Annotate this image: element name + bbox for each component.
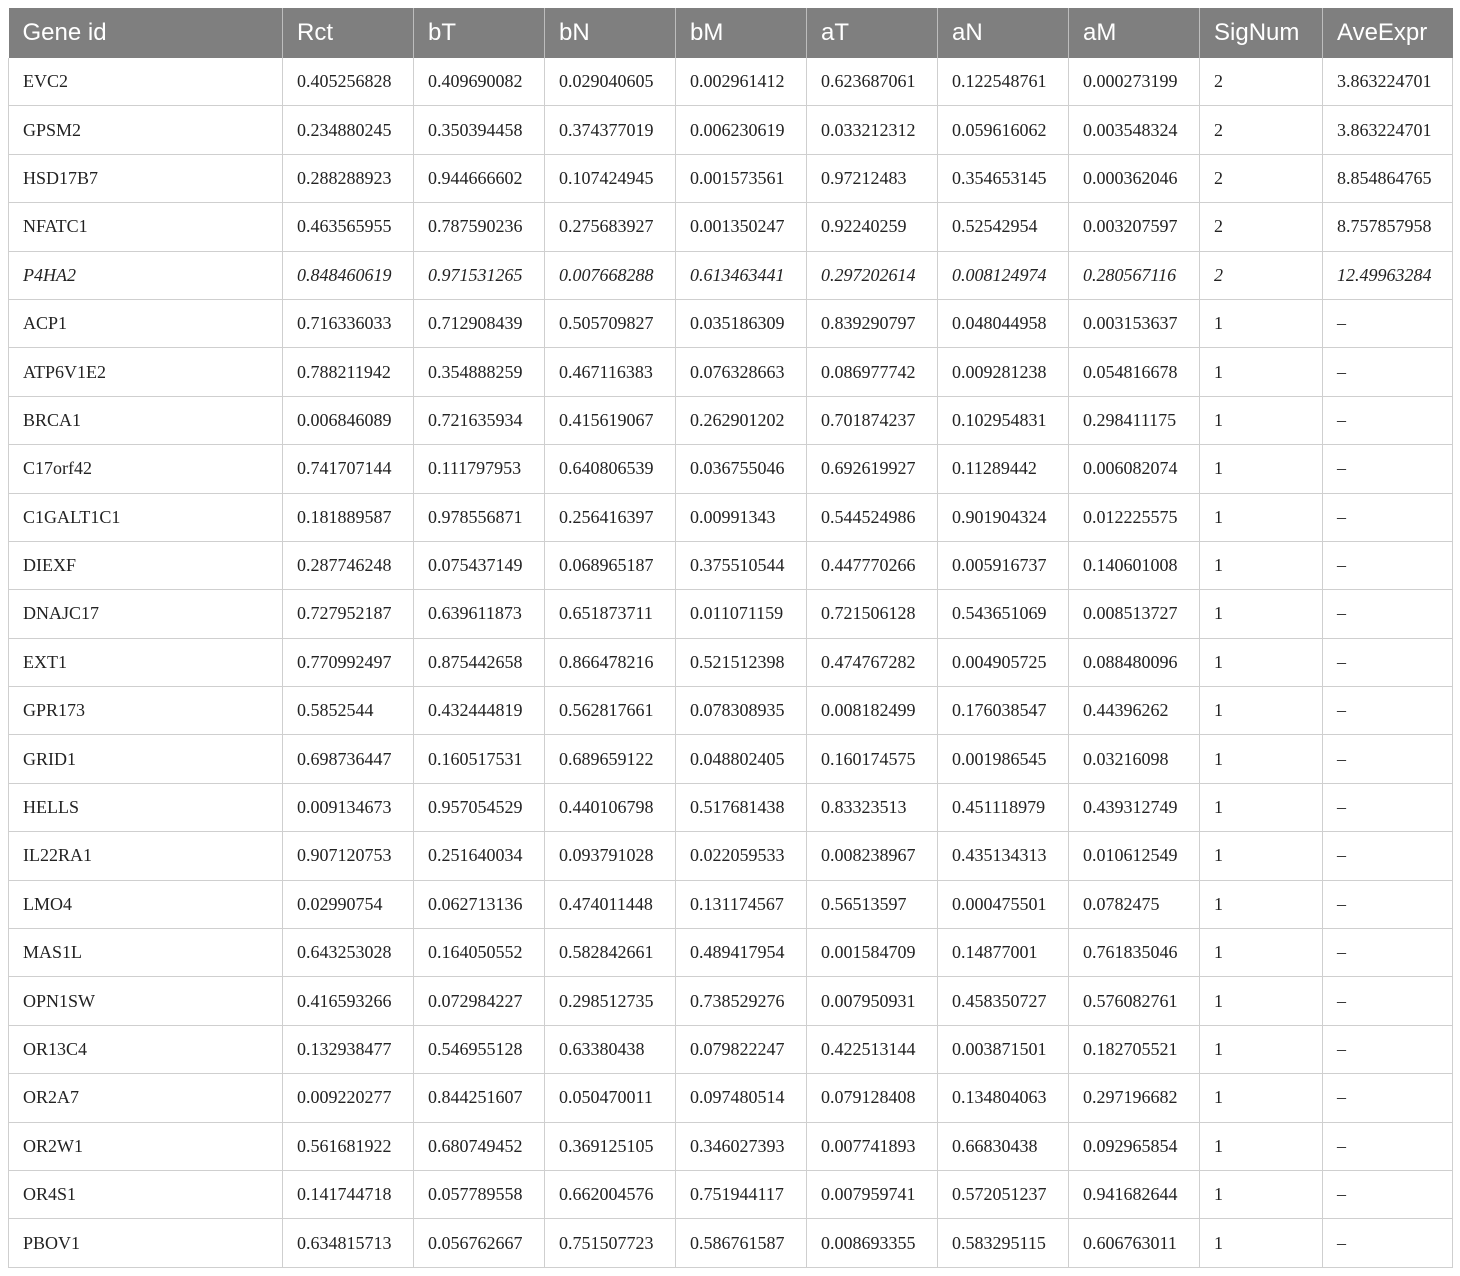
cell-an: 0.66830438 [938, 1122, 1069, 1170]
table-row [9, 1074, 1453, 1122]
cell-am: 0.008513727 [1069, 590, 1200, 638]
cell-rct: 0.006846089 [283, 396, 414, 444]
cell-signum: 1 [1200, 1025, 1323, 1073]
cell-at: 0.422513144 [807, 1025, 938, 1073]
cell-bn: 0.751507723 [545, 1219, 676, 1267]
cell-signum: 1 [1200, 299, 1323, 347]
cell-bt: 0.251640034 [414, 832, 545, 880]
cell-bm: 0.076328663 [676, 348, 807, 396]
cell-aveexpr: – [1323, 783, 1453, 831]
cell-bt: 0.062713136 [414, 880, 545, 928]
cell-bt: 0.721635934 [414, 396, 545, 444]
cell-am: 0.280567116 [1069, 251, 1200, 299]
table-row [9, 977, 1453, 1025]
cell-at: 0.701874237 [807, 396, 938, 444]
cell-am: 0.44396262 [1069, 687, 1200, 735]
cell-gene-id: ACP1 [9, 299, 283, 347]
cell-rct: 0.741707144 [283, 445, 414, 493]
cell-at: 0.033212312 [807, 106, 938, 154]
cell-bt: 0.639611873 [414, 590, 545, 638]
cell-rct: 0.009220277 [283, 1074, 414, 1122]
cell-rct: 0.288288923 [283, 154, 414, 202]
table-row [9, 735, 1453, 783]
cell-rct: 0.561681922 [283, 1122, 414, 1170]
table-row [9, 251, 1453, 299]
cell-bn: 0.107424945 [545, 154, 676, 202]
cell-aveexpr: – [1323, 299, 1453, 347]
cell-bn: 0.866478216 [545, 638, 676, 686]
cell-bt: 0.957054529 [414, 783, 545, 831]
cell-am: 0.439312749 [1069, 783, 1200, 831]
cell-gene-id: GPR173 [9, 687, 283, 735]
cell-aveexpr: – [1323, 1122, 1453, 1170]
header-am: aM [1069, 8, 1200, 58]
cell-signum: 1 [1200, 1122, 1323, 1170]
cell-bm: 0.022059533 [676, 832, 807, 880]
cell-bt: 0.546955128 [414, 1025, 545, 1073]
cell-gene-id: EVC2 [9, 58, 283, 106]
cell-bm: 0.489417954 [676, 929, 807, 977]
cell-bn: 0.640806539 [545, 445, 676, 493]
cell-rct: 0.181889587 [283, 493, 414, 541]
cell-aveexpr: – [1323, 1170, 1453, 1218]
cell-at: 0.97212483 [807, 154, 938, 202]
cell-am: 0.092965854 [1069, 1122, 1200, 1170]
cell-bm: 0.006230619 [676, 106, 807, 154]
table-row [9, 493, 1453, 541]
cell-gene-id: ATP6V1E2 [9, 348, 283, 396]
cell-am: 0.000362046 [1069, 154, 1200, 202]
cell-an: 0.458350727 [938, 977, 1069, 1025]
cell-am: 0.003207597 [1069, 203, 1200, 251]
table-row [9, 1122, 1453, 1170]
cell-rct: 0.405256828 [283, 58, 414, 106]
cell-am: 0.298411175 [1069, 396, 1200, 444]
cell-rct: 0.5852544 [283, 687, 414, 735]
cell-bn: 0.369125105 [545, 1122, 676, 1170]
cell-at: 0.007959741 [807, 1170, 938, 1218]
cell-rct: 0.848460619 [283, 251, 414, 299]
cell-bm: 0.262901202 [676, 396, 807, 444]
cell-aveexpr: 12.49963284 [1323, 251, 1453, 299]
cell-am: 0.140601008 [1069, 541, 1200, 589]
cell-bm: 0.035186309 [676, 299, 807, 347]
cell-aveexpr: 8.854864765 [1323, 154, 1453, 202]
cell-am: 0.0782475 [1069, 880, 1200, 928]
cell-signum: 1 [1200, 735, 1323, 783]
table-header-row [9, 8, 1453, 58]
table-row [9, 687, 1453, 735]
cell-gene-id: GPSM2 [9, 106, 283, 154]
cell-at: 0.447770266 [807, 541, 938, 589]
cell-at: 0.160174575 [807, 735, 938, 783]
cell-an: 0.435134313 [938, 832, 1069, 880]
cell-gene-id: OPN1SW [9, 977, 283, 1025]
cell-at: 0.92240259 [807, 203, 938, 251]
cell-bt: 0.075437149 [414, 541, 545, 589]
table-row [9, 396, 1453, 444]
cell-bm: 0.002961412 [676, 58, 807, 106]
cell-bn: 0.467116383 [545, 348, 676, 396]
cell-rct: 0.132938477 [283, 1025, 414, 1073]
cell-bt: 0.056762667 [414, 1219, 545, 1267]
cell-at: 0.297202614 [807, 251, 938, 299]
cell-bn: 0.689659122 [545, 735, 676, 783]
cell-bt: 0.787590236 [414, 203, 545, 251]
cell-at: 0.474767282 [807, 638, 938, 686]
table-row [9, 880, 1453, 928]
cell-bt: 0.057789558 [414, 1170, 545, 1218]
cell-signum: 2 [1200, 251, 1323, 299]
cell-at: 0.007741893 [807, 1122, 938, 1170]
cell-rct: 0.698736447 [283, 735, 414, 783]
cell-an: 0.14877001 [938, 929, 1069, 977]
cell-signum: 1 [1200, 1074, 1323, 1122]
cell-bm: 0.097480514 [676, 1074, 807, 1122]
cell-at: 0.839290797 [807, 299, 938, 347]
cell-bm: 0.048802405 [676, 735, 807, 783]
cell-an: 0.048044958 [938, 299, 1069, 347]
cell-rct: 0.416593266 [283, 977, 414, 1025]
cell-bm: 0.751944117 [676, 1170, 807, 1218]
cell-rct: 0.02990754 [283, 880, 414, 928]
table-row [9, 1025, 1453, 1073]
cell-signum: 1 [1200, 929, 1323, 977]
cell-am: 0.182705521 [1069, 1025, 1200, 1073]
cell-rct: 0.788211942 [283, 348, 414, 396]
cell-aveexpr: – [1323, 638, 1453, 686]
cell-rct: 0.009134673 [283, 783, 414, 831]
cell-am: 0.941682644 [1069, 1170, 1200, 1218]
cell-rct: 0.287746248 [283, 541, 414, 589]
cell-bm: 0.001573561 [676, 154, 807, 202]
cell-an: 0.451118979 [938, 783, 1069, 831]
cell-am: 0.012225575 [1069, 493, 1200, 541]
cell-at: 0.623687061 [807, 58, 938, 106]
cell-at: 0.008238967 [807, 832, 938, 880]
cell-aveexpr: – [1323, 929, 1453, 977]
cell-bn: 0.068965187 [545, 541, 676, 589]
cell-bt: 0.354888259 [414, 348, 545, 396]
cell-an: 0.001986545 [938, 735, 1069, 783]
cell-aveexpr: – [1323, 445, 1453, 493]
cell-signum: 1 [1200, 396, 1323, 444]
cell-gene-id: DIEXF [9, 541, 283, 589]
table-row [9, 106, 1453, 154]
cell-bn: 0.298512735 [545, 977, 676, 1025]
cell-bt: 0.111797953 [414, 445, 545, 493]
cell-aveexpr: – [1323, 1219, 1453, 1267]
cell-signum: 1 [1200, 493, 1323, 541]
cell-bn: 0.374377019 [545, 106, 676, 154]
table-row [9, 638, 1453, 686]
cell-bn: 0.415619067 [545, 396, 676, 444]
table-row [9, 832, 1453, 880]
header-bn: bN [545, 8, 676, 58]
cell-am: 0.000273199 [1069, 58, 1200, 106]
cell-bt: 0.971531265 [414, 251, 545, 299]
header-an: aN [938, 8, 1069, 58]
cell-bn: 0.474011448 [545, 880, 676, 928]
cell-at: 0.83323513 [807, 783, 938, 831]
cell-at: 0.56513597 [807, 880, 938, 928]
cell-am: 0.606763011 [1069, 1219, 1200, 1267]
cell-aveexpr: – [1323, 348, 1453, 396]
cell-gene-id: C1GALT1C1 [9, 493, 283, 541]
cell-gene-id: C17orf42 [9, 445, 283, 493]
cell-aveexpr: – [1323, 880, 1453, 928]
cell-bn: 0.007668288 [545, 251, 676, 299]
cell-aveexpr: – [1323, 396, 1453, 444]
cell-signum: 1 [1200, 590, 1323, 638]
cell-am: 0.088480096 [1069, 638, 1200, 686]
cell-aveexpr: – [1323, 590, 1453, 638]
cell-bm: 0.036755046 [676, 445, 807, 493]
table-row [9, 445, 1453, 493]
cell-an: 0.009281238 [938, 348, 1069, 396]
cell-bt: 0.680749452 [414, 1122, 545, 1170]
cell-aveexpr: 8.757857958 [1323, 203, 1453, 251]
cell-gene-id: OR4S1 [9, 1170, 283, 1218]
cell-gene-id: MAS1L [9, 929, 283, 977]
cell-an: 0.005916737 [938, 541, 1069, 589]
cell-signum: 1 [1200, 1170, 1323, 1218]
cell-bn: 0.582842661 [545, 929, 676, 977]
cell-bt: 0.160517531 [414, 735, 545, 783]
cell-signum: 2 [1200, 154, 1323, 202]
table-row [9, 783, 1453, 831]
cell-at: 0.008182499 [807, 687, 938, 735]
cell-an: 0.901904324 [938, 493, 1069, 541]
table-row [9, 929, 1453, 977]
cell-rct: 0.716336033 [283, 299, 414, 347]
cell-bn: 0.562817661 [545, 687, 676, 735]
cell-bm: 0.079822247 [676, 1025, 807, 1073]
cell-am: 0.054816678 [1069, 348, 1200, 396]
cell-signum: 1 [1200, 541, 1323, 589]
cell-bt: 0.432444819 [414, 687, 545, 735]
cell-at: 0.007950931 [807, 977, 938, 1025]
cell-bn: 0.275683927 [545, 203, 676, 251]
cell-bn: 0.651873711 [545, 590, 676, 638]
cell-bn: 0.029040605 [545, 58, 676, 106]
cell-bm: 0.078308935 [676, 687, 807, 735]
cell-bt: 0.350394458 [414, 106, 545, 154]
cell-am: 0.010612549 [1069, 832, 1200, 880]
cell-gene-id: BRCA1 [9, 396, 283, 444]
table-row [9, 541, 1453, 589]
cell-signum: 1 [1200, 832, 1323, 880]
cell-bt: 0.409690082 [414, 58, 545, 106]
cell-gene-id: P4HA2 [9, 251, 283, 299]
cell-signum: 1 [1200, 445, 1323, 493]
header-bt: bT [414, 8, 545, 58]
cell-an: 0.543651069 [938, 590, 1069, 638]
cell-am: 0.003153637 [1069, 299, 1200, 347]
cell-an: 0.134804063 [938, 1074, 1069, 1122]
header-rct: Rct [283, 8, 414, 58]
cell-gene-id: GRID1 [9, 735, 283, 783]
cell-aveexpr: – [1323, 493, 1453, 541]
cell-gene-id: IL22RA1 [9, 832, 283, 880]
cell-rct: 0.234880245 [283, 106, 414, 154]
cell-signum: 2 [1200, 106, 1323, 154]
cell-gene-id: DNAJC17 [9, 590, 283, 638]
cell-at: 0.001584709 [807, 929, 938, 977]
cell-bt: 0.164050552 [414, 929, 545, 977]
cell-bm: 0.586761587 [676, 1219, 807, 1267]
cell-bn: 0.505709827 [545, 299, 676, 347]
cell-bm: 0.521512398 [676, 638, 807, 686]
cell-rct: 0.770992497 [283, 638, 414, 686]
cell-rct: 0.463565955 [283, 203, 414, 251]
cell-bm: 0.131174567 [676, 880, 807, 928]
cell-bt: 0.944666602 [414, 154, 545, 202]
cell-at: 0.721506128 [807, 590, 938, 638]
cell-am: 0.761835046 [1069, 929, 1200, 977]
cell-at: 0.079128408 [807, 1074, 938, 1122]
cell-bn: 0.050470011 [545, 1074, 676, 1122]
cell-gene-id: EXT1 [9, 638, 283, 686]
cell-at: 0.692619927 [807, 445, 938, 493]
cell-signum: 2 [1200, 58, 1323, 106]
cell-aveexpr: – [1323, 687, 1453, 735]
cell-bt: 0.072984227 [414, 977, 545, 1025]
cell-signum: 2 [1200, 203, 1323, 251]
cell-signum: 1 [1200, 1219, 1323, 1267]
cell-rct: 0.727952187 [283, 590, 414, 638]
cell-bm: 0.00991343 [676, 493, 807, 541]
cell-bn: 0.093791028 [545, 832, 676, 880]
table-body [9, 58, 1453, 1267]
cell-an: 0.004905725 [938, 638, 1069, 686]
cell-am: 0.03216098 [1069, 735, 1200, 783]
table-row [9, 299, 1453, 347]
cell-bn: 0.662004576 [545, 1170, 676, 1218]
table-row [9, 58, 1453, 106]
cell-bm: 0.001350247 [676, 203, 807, 251]
cell-gene-id: PBOV1 [9, 1219, 283, 1267]
cell-aveexpr: – [1323, 977, 1453, 1025]
cell-aveexpr: – [1323, 1025, 1453, 1073]
cell-bt: 0.844251607 [414, 1074, 545, 1122]
cell-bn: 0.63380438 [545, 1025, 676, 1073]
cell-am: 0.297196682 [1069, 1074, 1200, 1122]
cell-rct: 0.141744718 [283, 1170, 414, 1218]
cell-an: 0.583295115 [938, 1219, 1069, 1267]
cell-am: 0.006082074 [1069, 445, 1200, 493]
cell-rct: 0.643253028 [283, 929, 414, 977]
header-at: aT [807, 8, 938, 58]
cell-at: 0.544524986 [807, 493, 938, 541]
cell-an: 0.52542954 [938, 203, 1069, 251]
cell-bt: 0.875442658 [414, 638, 545, 686]
cell-bn: 0.440106798 [545, 783, 676, 831]
cell-bm: 0.346027393 [676, 1122, 807, 1170]
table-row [9, 1170, 1453, 1218]
cell-bt: 0.978556871 [414, 493, 545, 541]
cell-an: 0.354653145 [938, 154, 1069, 202]
cell-rct: 0.634815713 [283, 1219, 414, 1267]
cell-am: 0.576082761 [1069, 977, 1200, 1025]
cell-gene-id: OR13C4 [9, 1025, 283, 1073]
cell-bm: 0.738529276 [676, 977, 807, 1025]
header-gene-id: Gene id [9, 8, 283, 58]
table-row [9, 1219, 1453, 1267]
cell-gene-id: HSD17B7 [9, 154, 283, 202]
cell-aveexpr: – [1323, 832, 1453, 880]
cell-aveexpr: – [1323, 735, 1453, 783]
cell-signum: 1 [1200, 880, 1323, 928]
cell-bm: 0.613463441 [676, 251, 807, 299]
cell-bm: 0.375510544 [676, 541, 807, 589]
cell-an: 0.176038547 [938, 687, 1069, 735]
cell-gene-id: OR2W1 [9, 1122, 283, 1170]
table-row [9, 348, 1453, 396]
cell-bt: 0.712908439 [414, 299, 545, 347]
cell-signum: 1 [1200, 687, 1323, 735]
table-row [9, 590, 1453, 638]
header-aveexpr: AveExpr [1323, 8, 1453, 58]
cell-an: 0.003871501 [938, 1025, 1069, 1073]
cell-an: 0.008124974 [938, 251, 1069, 299]
cell-an: 0.572051237 [938, 1170, 1069, 1218]
cell-signum: 1 [1200, 348, 1323, 396]
cell-bn: 0.256416397 [545, 493, 676, 541]
cell-gene-id: LMO4 [9, 880, 283, 928]
cell-at: 0.086977742 [807, 348, 938, 396]
cell-signum: 1 [1200, 638, 1323, 686]
table-row [9, 154, 1453, 202]
header-bm: bM [676, 8, 807, 58]
cell-gene-id: HELLS [9, 783, 283, 831]
cell-signum: 1 [1200, 977, 1323, 1025]
cell-at: 0.008693355 [807, 1219, 938, 1267]
cell-an: 0.11289442 [938, 445, 1069, 493]
cell-an: 0.102954831 [938, 396, 1069, 444]
cell-an: 0.122548761 [938, 58, 1069, 106]
cell-an: 0.000475501 [938, 880, 1069, 928]
cell-signum: 1 [1200, 783, 1323, 831]
cell-aveexpr: 3.863224701 [1323, 58, 1453, 106]
cell-gene-id: OR2A7 [9, 1074, 283, 1122]
cell-aveexpr: 3.863224701 [1323, 106, 1453, 154]
cell-bm: 0.517681438 [676, 783, 807, 831]
cell-aveexpr: – [1323, 541, 1453, 589]
table-row [9, 203, 1453, 251]
cell-bm: 0.011071159 [676, 590, 807, 638]
cell-aveexpr: – [1323, 1074, 1453, 1122]
cell-gene-id: NFATC1 [9, 203, 283, 251]
header-signum: SigNum [1200, 8, 1323, 58]
cell-am: 0.003548324 [1069, 106, 1200, 154]
cell-rct: 0.907120753 [283, 832, 414, 880]
gene-table [8, 8, 1453, 1268]
cell-an: 0.059616062 [938, 106, 1069, 154]
